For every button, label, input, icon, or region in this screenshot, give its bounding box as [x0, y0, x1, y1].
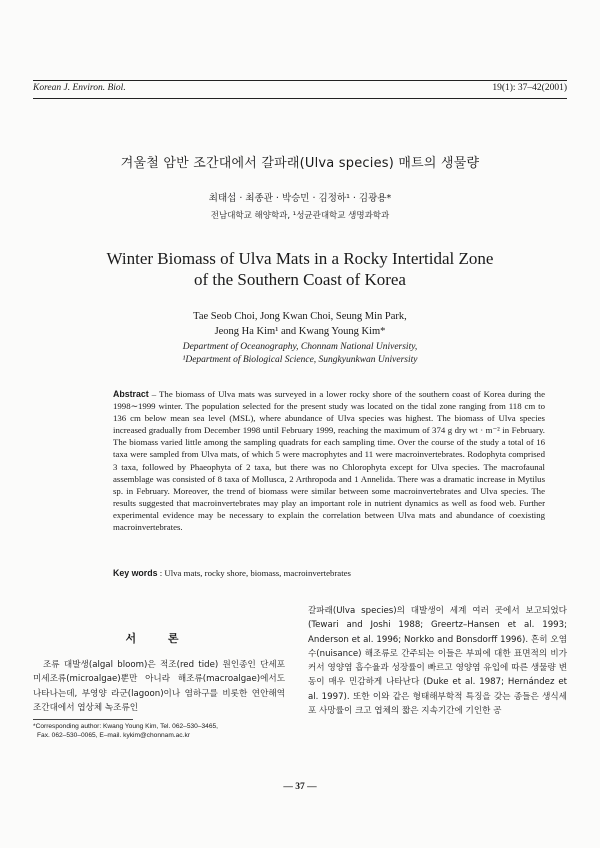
english-affiliation — [0, 341, 600, 367]
english-affil-line1: Department of Oceanography, Chonnam National University, — [182, 342, 418, 352]
journal-name: Korean J. Environ. Biol. — [33, 83, 126, 93]
abstract-label: Abstract — [113, 389, 149, 399]
abstract — [113, 388, 545, 533]
abstract-text: – The biomass of Ulva mats was surveyed in a lower rocky shore of the southern coast of Korea during the 1998∼1999 winter. The population selected for the present study was located on the tidal zone ranging from 118 cm to 136 cm below mean sea level (MSL), where abundance of Ulva species was highest. The biomass of Ulva species increased gradually from December 1998 until February 1999, reaching the maximum of 374 g dry wt · m⁻² in February. The biomass varied little among the sampling quadrats for each sampling time. Over the course of the study a total of 16 taxa were sampled from Ulva mats, of which 5 were macrophytes and 11 were macroinvertebrates. Rodophyta comprised 3 taxa, followed by Phaeophyta of 2 taxa, but there was no Chlorophyta except for Ulva species. The macrofaunal assemblage was consisted of 8 taxa of Mollusca, 2 Arthropoda and 1 Annelida. There was a dramatic increase in Mytilus sp. in February. Moreover, the trend of biomass were similar between some macroinvertebrates and Ulva species. The results suggested that macroinvertebrates may play an important role in nutrient dynamics as well as food web. Further experimental evidence may be necessary to explain the correlation between Ulva mats and abundance of coexisting macroinvertebrates. — [113, 389, 545, 533]
running-header — [33, 83, 567, 97]
korean-affiliation: 전남대학교 해양학과, ¹성균관대학교 생명과학과 — [210, 211, 390, 221]
left-column — [33, 604, 285, 715]
introduction-text-left: 조류 대발생(algal bloom)은 적조(red tide) 원인종인 단세포 미세조류(microalgae)뿐만 아니라 해조류(macroalgae)에서도 나타나는데, 부영양 라군(lagoon)이나 염하구를 비롯한 연안해역 조간대에서 엽상체 녹조류인 — [33, 660, 285, 713]
footnote — [33, 722, 285, 740]
korean-authors: 최태섭 · 최종관 · 박승민 · 김정하¹ · 김광용* — [208, 193, 392, 204]
english-title — [0, 248, 600, 290]
english-title-line2: of the Southern Coast of Korea — [194, 270, 406, 289]
footnote-line1: *Corresponding author: Kwang Young Kim, Tel. 062–530–3465, — [33, 723, 219, 730]
header-top-rule — [33, 80, 567, 81]
english-authors — [0, 309, 600, 339]
footnote-line2: Fax. 062–530–0065, E–mail. kykim@chonnam.ac.kr — [37, 732, 190, 739]
keywords — [113, 568, 545, 578]
english-authors-line2: Jeong Ha Kim¹ and Kwang Young Kim* — [214, 326, 386, 337]
page-number: — 37 — — [283, 782, 317, 792]
header-bottom-rule — [33, 98, 567, 99]
keywords-label: Key words — [113, 568, 158, 578]
english-title-line1: Winter Biomass of Ulva Mats in a Rocky Intertidal Zone — [106, 249, 494, 268]
korean-title: 겨울철 암반 조간대에서 갈파래(Ulva species) 매트의 생물량 — [120, 156, 480, 171]
english-affil-line2: ¹Department of Biological Science, Sungkyunkwan University — [182, 355, 418, 365]
right-column — [308, 604, 567, 718]
issue-info: 19(1): 37–42(2001) — [492, 83, 567, 93]
keywords-text: : Ulva mats, rocky shore, biomass, macroinvertebrates — [159, 568, 351, 578]
footnote-rule — [33, 719, 133, 720]
english-authors-line1: Tae Seob Choi, Jong Kwan Choi, Seung Min Park, — [193, 311, 407, 322]
introduction-heading: 서 론 — [125, 632, 193, 645]
introduction-text-right: 갈파래(Ulva species)의 대발생이 세계 여러 곳에서 보고되었다(Tewari and Joshi 1988; Greertz–Hansen et al. 1993; Anderson et al. 1996; Norkko and Bonsdorff 1996). 흔히 오염수(nuisance) 해조류로 간주되는 이들은 부피에 대한 표면적의 비가 커서 영양염 흡수율과 성장률이 빠르고 영양염 유입에 따른 생물량 변동이 매우 민감하게 나타난다 (Duke et al. 1987; Hernández et al. 1997). 또한 이와 같은 형태해부학적 특징을 갖는 종들은 생식세포 사망률이 크고 엽체의 짧은 지속기간에 기인한 공 — [308, 606, 567, 717]
